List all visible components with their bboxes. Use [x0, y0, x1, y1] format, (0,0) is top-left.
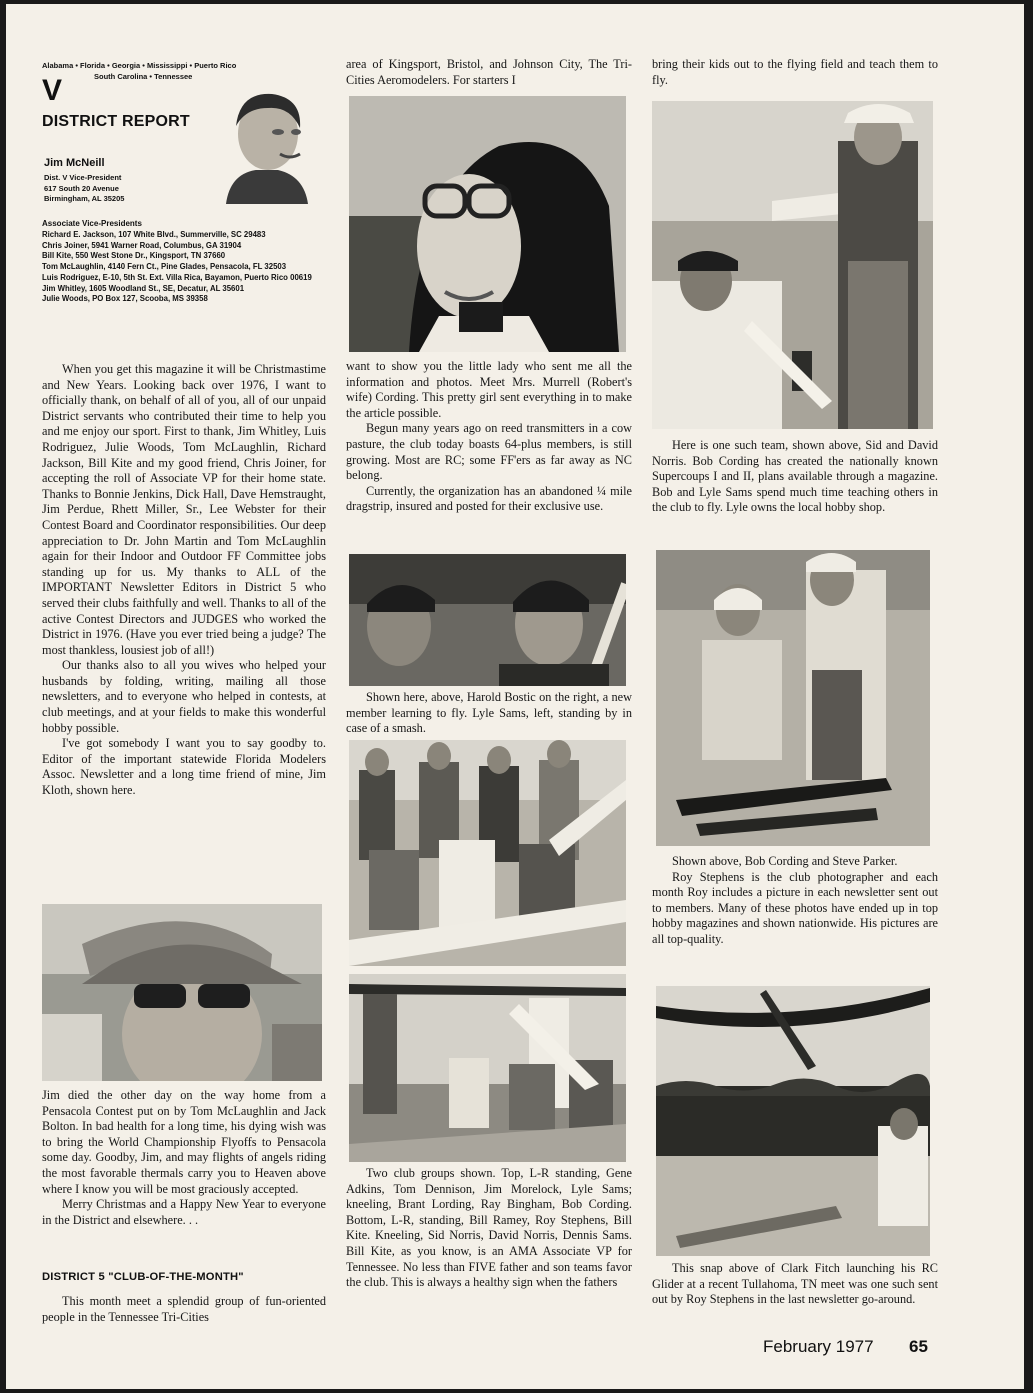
associate-item: Jim Whitley, 1605 Woodland St., SE, Decatur, AL 35601 — [42, 283, 245, 293]
paragraph: Our thanks also to all you wives who helped your husbands by folding, writing, mailing all those newsletters, and to everyone who helped in contests, at club meetings, and at your fields to make this wonderful hobby possible. — [42, 658, 326, 735]
column-2-caption-1 — [346, 690, 632, 737]
associates-list — [42, 230, 337, 305]
states-line-2: South Carolina • Tennessee — [94, 72, 193, 81]
vp-portrait-photo — [216, 86, 316, 204]
mrs-cording-photo — [349, 96, 626, 352]
photo-caption: Shown above, Bob Cording and Steve Parker. — [672, 854, 898, 868]
associate-item: Bill Kite, 550 West Stone Dr., Kingsport, TN 37660 — [42, 251, 226, 261]
paragraph: When you get this magazine it will be Christmastime and New Years. Looking back over 1976, I want to officially thank, on behalf of all of you, all of our unpaid District servants who contributed their time to help you and me enjoy our sport. First to thank, Jim Whitley, Luis Rodriguez, Julie Woods, Tom McLaughlin, Richard Jackson, Bill Kite and my good friend, Chris Joiner, for accepting the roll of Associate VP for their home state. Thanks to Bonnie Jenkins, Dick Hall, Dave Hemstraught, Jim Perdue, Rhett Miller, Sr., Lee Webster for their Contest Board and Coordinator responsibilities. Our deep appreciation to Dr. John Martin and Tom McLaughlin again for their Indoor and Outdoor FF Committee jobs standing up for us. My thanks to ALL of the IMPORTANT Newsletter Editors in District 5 who served their clubs faithfully and well. Thanks to all of the active Contest Directors and JUDGES who worked the District in 1976. (Have you ever tried being a judge? The most thankless, lousiest job of all!) — [42, 362, 326, 657]
column-2-body-middle — [346, 359, 632, 515]
column-2-body-top — [346, 57, 632, 88]
states-line-1: Alabama • Florida • Georgia • Mississippi • Puerto Rico — [42, 61, 237, 70]
associate-item: Richard E. Jackson, 107 White Blvd., Summerville, SC 29483 — [42, 230, 266, 239]
paragraph: area of Kingsport, Bristol, and Johnson City, The Tri-Cities Aeromodelers. For starters I — [346, 57, 632, 87]
associate-item: Luis Rodriguez, E-10, 5th St. Ext. Villa Rica, Bayamon, Puerto Rico 00619 — [42, 272, 312, 282]
associate-item: Tom McLaughlin, 4140 Fern Ct., Pine Glades, Pensacola, FL 32503 — [42, 262, 287, 272]
column-3-body-top — [652, 57, 938, 88]
paragraph: I've got somebody I want you to say goodby to. Editor of the important statewide Florida Modelers Assoc. Newsletter and a long time friend of mine, Jim Kloth, shown here. — [42, 736, 326, 798]
column-1-body-end — [42, 1294, 326, 1325]
column-2-caption-2 — [346, 1166, 632, 1291]
column-3-caption-1 — [652, 438, 938, 516]
clark-fitch-glider-photo — [656, 986, 930, 1256]
club-of-the-month-heading: DISTRICT 5 "CLUB-OF-THE-MONTH" — [42, 1271, 244, 1283]
norris-team-photo — [652, 101, 933, 429]
paragraph: bring their kids out to the flying field and teach them to fly. — [652, 57, 938, 87]
jim-kloth-photo — [42, 904, 322, 1081]
cording-parker-photo — [656, 550, 930, 846]
paragraph: Jim died the other day on the way home from a Pensacola Contest put on by Tom McLaughlin and Jack Bolton. In bad health for a long time, his dying wish was to bring the World Championship Flyoffs to Pensacola some day. Goodby, Jim, and may flights of angels riding the most favorable thermals carry you to Heaven above where I know you will be most graciously accepted. — [42, 1088, 326, 1196]
page-title: DISTRICT REPORT — [42, 113, 190, 130]
vp-address-line-1: 617 South 20 Avenue — [44, 183, 119, 193]
photo-caption: Two club groups shown. Top, L-R standing, Gene Adkins, Tom Dennison, Jim Morelock, Lyle Sams; kneeling, Brant Lording, Ray Bingham, Bob Cording. Bottom, L-R, standing, Bill Ramey, Roy Stephens, Bill Kite. Kneeling, Sid Norris, David Norris, Dennis Sams. Bill Kite, as you know, is an AMA Associate VP for Tennessee. No less than FIVE father and son teams favor the club. This is always a healthy sign when the fathers — [346, 1166, 632, 1290]
paragraph: Merry Christmas and a Happy New Year to everyone in the District and elsewhere. . . — [42, 1197, 326, 1227]
photo-caption: Here is one such team, shown above, Sid and David Norris. Bob Cording has created the nationally known Supercoups I and II, plans available through a magazine. Bob and Lyle Sams spend much time teaching others in the club to fly. Lyle owns the local hobby shop. — [652, 438, 938, 515]
photo-caption: Shown here, above, Harold Bostic on the right, a new member learning to fly. Lyle Sams, left, standing by in case of a smash. — [346, 690, 632, 736]
paragraph: This month meet a splendid group of fun-oriented people in the Tennessee Tri-Cities — [42, 1294, 326, 1324]
paragraph: Roy Stephens is the club photographer and each month Roy includes a picture in each newsletter sent out to members. Many of these photos have ended up in top hobby magazines and shown nationwide. His pictures are all top-quality. — [652, 869, 938, 946]
column-3-caption-3 — [652, 1261, 938, 1308]
page-number: 65 — [909, 1337, 928, 1356]
club-group-bottom-photo — [349, 974, 626, 1162]
vp-title: Dist. V Vice-President — [44, 173, 122, 182]
associate-item: Julie Woods, PO Box 127, Scooba, MS 39358 — [42, 294, 208, 304]
photo-caption: This snap above of Clark Fitch launching his RC Glider at a recent Tullahoma, TN meet was one such sent out by Roy Stephens in the last newsletter go-around. — [652, 1261, 938, 1307]
associates-heading: Associate Vice-Presidents — [42, 219, 142, 228]
paragraph: Begun many years ago on reed transmitters in a cow pasture, the club today boasts 64-plus members, is still growing. Most are RC; some FF'ers as far away as NC belong. — [346, 421, 632, 483]
district-number: V — [42, 74, 63, 107]
harold-bostic-photo — [349, 554, 626, 686]
column-1-body-bottom — [42, 1088, 326, 1228]
magazine-page — [6, 4, 1024, 1389]
club-group-top-photo — [349, 740, 626, 966]
column-3-body-middle — [652, 854, 938, 948]
vp-name: Jim McNeill — [44, 157, 105, 169]
associate-item: Chris Joiner, 5941 Warner Road, Columbus, GA 31904 — [42, 240, 242, 250]
issue-date: February 1977 — [763, 1337, 874, 1356]
column-1-body-top — [42, 362, 326, 799]
paragraph: Currently, the organization has an abandoned ¼ mile dragstrip, insured and posted for their exclusive use. — [346, 483, 632, 514]
vp-address-block — [44, 173, 184, 205]
vp-address-line-2: Birmingham, AL 35205 — [44, 194, 125, 204]
paragraph: want to show you the little lady who sent me all the information and photos. Meet Mrs. Murrell (Robert's wife) Cording. This pretty girl sent everything in to make the article possible. — [346, 359, 632, 420]
district-states — [42, 60, 282, 82]
